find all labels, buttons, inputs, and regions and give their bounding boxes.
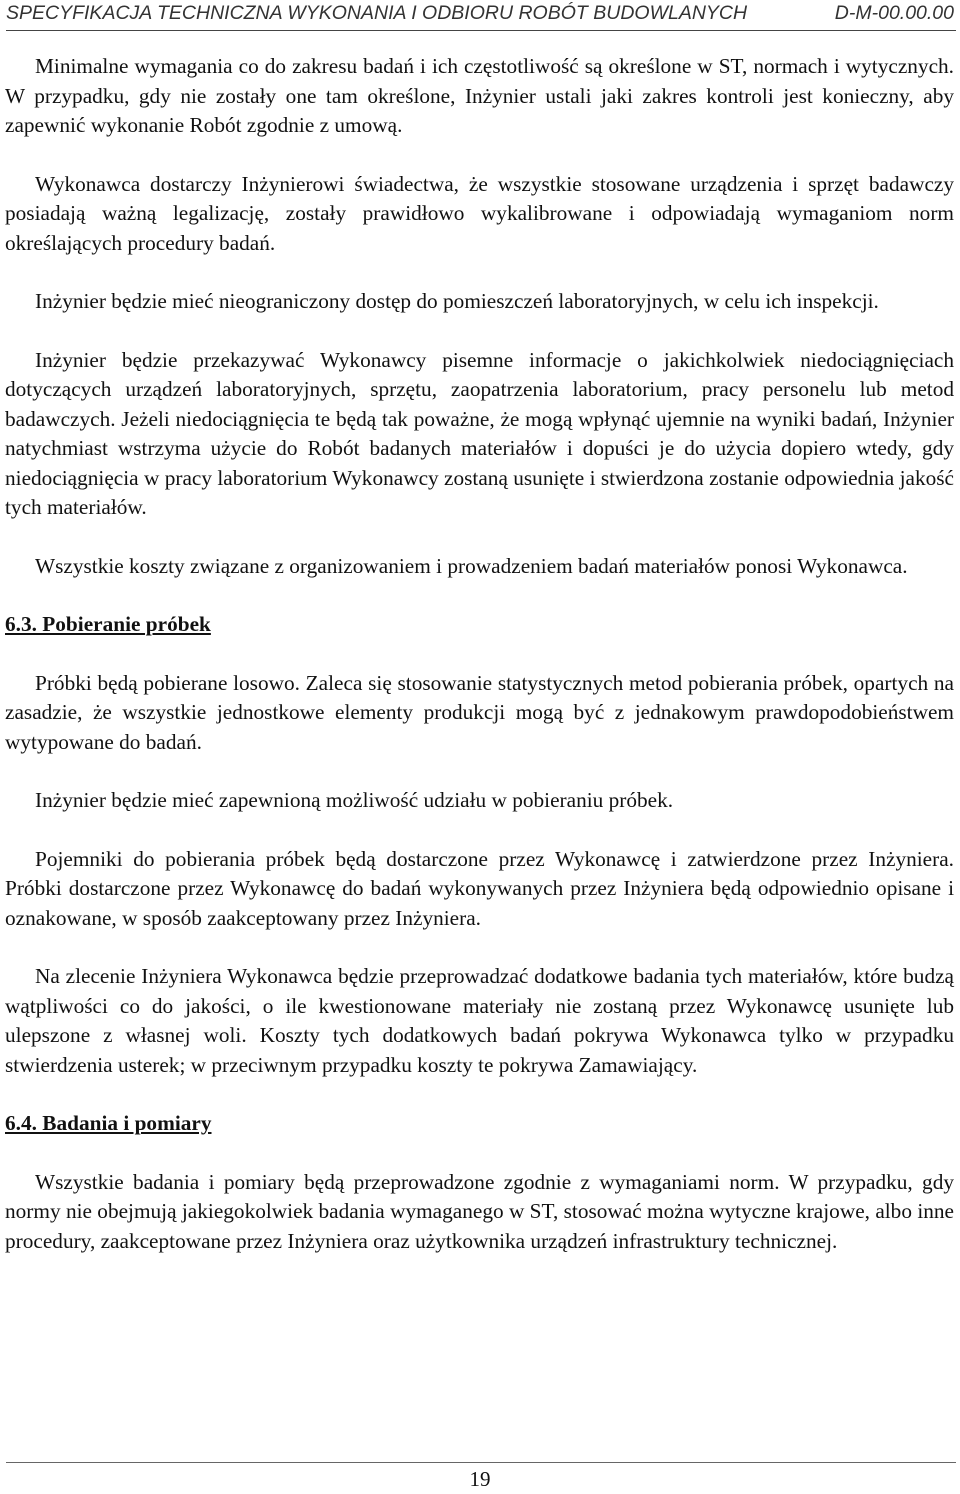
paragraph-sampling-participation: Inżynier będzie mieć zapewnioną możliwość udziału w pobieraniu próbek. xyxy=(35,788,674,812)
paragraph-tests-norms: Wszystkie badania i pomiary będą przeprowadzone zgodnie z wymaganiami norm. W przypadku, gdy normy nie obejmują jakiegokolwiek badania wymaganego w ST, stosować można wytyczne krajowe, albo inne procedury, zaakceptowane przez Inżyniera oraz użytkownika urządzeń infrastruktury technicznej. xyxy=(5,1169,954,1253)
page-header xyxy=(6,0,956,31)
paragraph-requirements: Minimalne wymagania co do zakresu badań i ich częstotliwość są określone w ST, normach i wytycznych. W przypadku, gdy nie zostały one tam określone, Inżynier ustali jaki zakres kontroli jest konieczny, aby zapewnić wykonanie Robót zgodnie z umową. xyxy=(5,54,954,137)
page-content xyxy=(5,52,954,1285)
paragraph-deficiencies: Inżynier będzie przekazywać Wykonawcy pisemne informacje o jakichkolwiek niedociągnięciach dotyczących urządzeń laboratoryjnych, sprzętu, zaopatrzenia laboratorium, pracy personelu lub metod badawczych. Jeżeli niedociągnięcia te będą tak poważne, że mogą wpłynąć ujemnie na wyniki badań, Inżynier natychmiast wstrzyma użycie do Robót badanych materiałów i dopuści je do użycia dopiero wtedy, gdy niedociągnięcia w pracy laboratorium Wykonawcy zostaną usunięte i stwierdzona zostanie odpowiednia jakość tych materiałów. xyxy=(5,347,954,519)
paragraph-sampling-random: Próbki będą pobierane losowo. Zaleca się stosowanie statystycznych metod pobierania próbek, opartych na zasadzie, że wszystkie jednostkowe elementy produkcji mogą być z jednakowym prawdopodobieństwem wytypowane do badań. xyxy=(5,670,954,754)
paragraph-costs: Wszystkie koszty związane z organizowaniem i prowadzeniem badań materiałów ponosi Wykonawca. xyxy=(35,553,908,578)
paragraph-sampling-additional-tests: Na zlecenie Inżyniera Wykonawca będzie przeprowadzać dodatkowe badania tych materiałów, które budzą wątpliwości co do jakości, o ile kwestionowane materiały nie zostaną przez Wykonawcę usunięte lub ulepszone z własnej woli. Koszty tych dodatkowych badań pokrywa Wykonawca tylko w przypadku stwierdzenia usterek; w przeciwnym przypadku koszty te pokrywa Zamawiający. xyxy=(5,964,954,1077)
paragraph-sampling-containers: Pojemniki do pobierania próbek będą dostarczone przez Wykonawcę i zatwierdzone przez Inżyniera. Próbki dostarczone przez Wykonawcę do badań wykonywanych przez Inżyniera będą odpowiednio opisane i oznakowane, w sposób zaakceptowany przez Inżyniera. xyxy=(5,846,954,930)
document-title: SPECYFIKACJA TECHNICZNA WYKONANIA I ODBIORU ROBÓT BUDOWLANYCH xyxy=(6,2,748,24)
section-heading-tests: 6.4. Badania i pomiary xyxy=(5,1111,212,1135)
paragraph-lab-access: Inżynier będzie mieć nieograniczony dostęp do pomieszczeń laboratoryjnych, w celu ich inspekcji. xyxy=(35,289,879,313)
paragraph-certificates: Wykonawca dostarczy Inżynierowi świadectwa, że wszystkie stosowane urządzenia i sprzęt badawczy posiadają ważną legalizację, zostały prawidłowo wykalibrowane i odpowiadają wymaganiom norm określających procedury badań. xyxy=(5,171,954,255)
page-number: 19 xyxy=(469,1467,491,1491)
page-footer-rule xyxy=(6,1462,956,1463)
document-code: D-M-00.00.00 xyxy=(834,2,954,24)
section-heading-sampling: 6.3. Pobieranie próbek xyxy=(5,612,211,636)
